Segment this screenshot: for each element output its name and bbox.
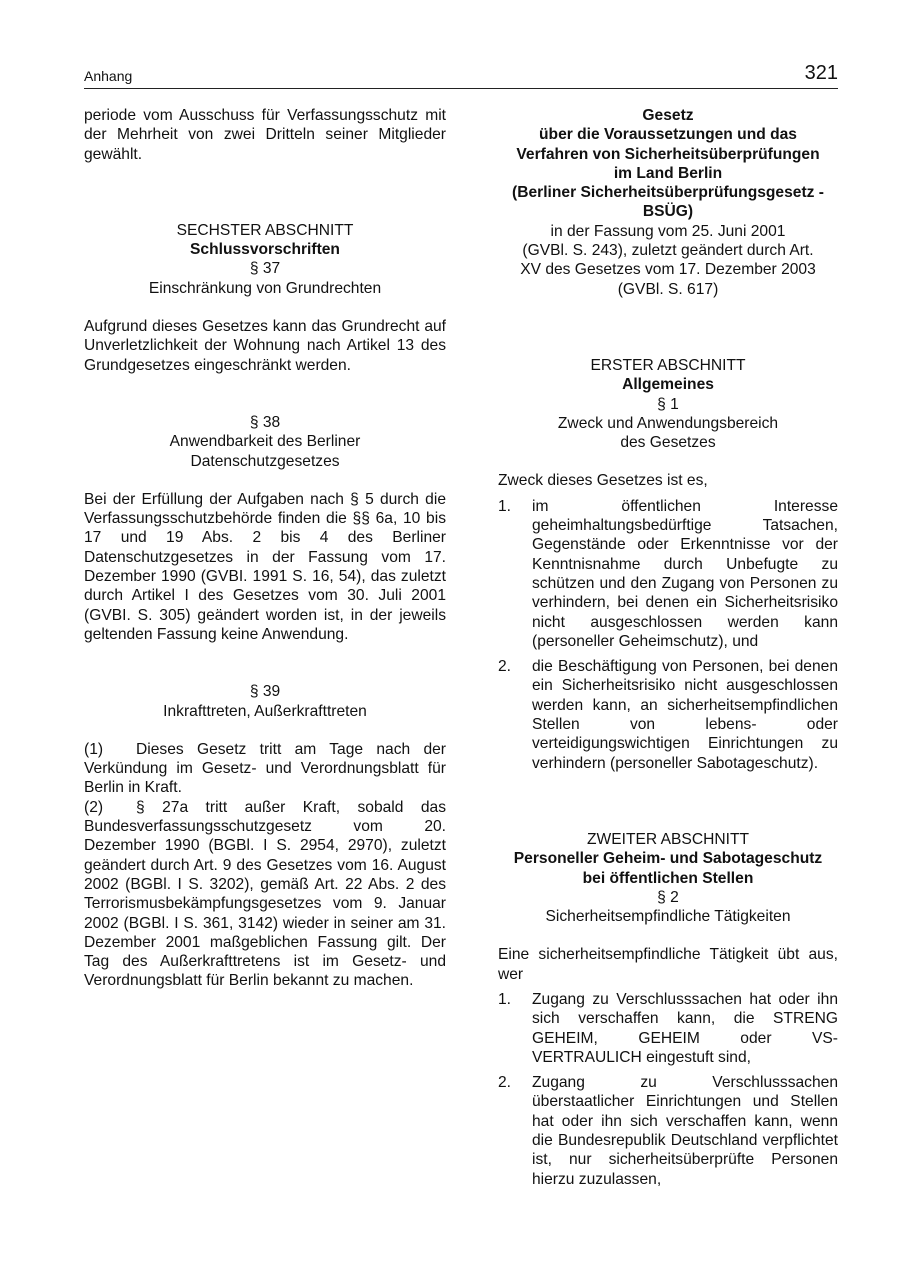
paragraph-number: § 38 xyxy=(249,413,281,431)
section-label: SECHSTER ABSCHNITT xyxy=(176,221,354,239)
paragraph-number: § 37 xyxy=(249,260,281,278)
law-version-line: in der Fassung vom 25. Juni 2001 xyxy=(550,222,786,240)
list-text: im öffentlichen Interesse geheimhaltungsbedürftige Tatsachen, Gegenstände oder Erkenntnisse vor der Kenntnisnahme durch Unbefugte zu schützen und den Zugang von Personen zu verhindern, bei denen ein Sicherheitsrisiko nicht ausgeschlossen werden kann (personeller Geheimschutz), und xyxy=(532,497,838,650)
paragraph-1-lead: Zweck dieses Gesetzes ist es, xyxy=(498,472,708,490)
paragraph-number: § 39 xyxy=(249,683,281,701)
running-head: Anhang xyxy=(84,68,133,84)
abs-number: (2) xyxy=(84,798,104,816)
intro-paragraph: periode vom Ausschuss für Verfassungsschutz mit der Mehrheit von zwei Dritteln seiner Mitglieder gewählt. xyxy=(84,107,446,163)
law-version-line: (GVBl. S. 617) xyxy=(617,280,719,298)
paragraph-39-abs-2 xyxy=(84,798,446,991)
abs-text: Dieses Gesetz tritt am Tage nach der Verkündung im Gesetz- und Verordnungsblatt für Berlin in Kraft. xyxy=(84,740,446,797)
list-item xyxy=(498,497,838,651)
section-1-heading xyxy=(498,356,838,452)
law-version-line: (GVBl. S. 243), zuletzt geändert durch Art. xyxy=(522,242,814,260)
law-title-line: im Land Berlin xyxy=(613,164,723,182)
list-item xyxy=(498,657,838,773)
paragraph-title: Sicherheitsempfindliche Tätigkeiten xyxy=(545,908,791,926)
list-item xyxy=(498,1073,838,1189)
law-title-block xyxy=(498,106,838,299)
page-header xyxy=(84,60,838,89)
paragraph-39-abs-1 xyxy=(84,740,446,798)
law-title-line: Verfahren von Sicherheitsüberprüfungen xyxy=(516,145,820,163)
law-title-line: BSÜG) xyxy=(642,203,694,221)
paragraph-number: § 1 xyxy=(657,395,679,413)
law-version-line: XV des Gesetzes vom 17. Dezember 2003 xyxy=(520,261,816,279)
paragraph-title: Zweck und Anwendungsbereich xyxy=(557,414,779,432)
section-title: Personeller Geheim- und Sabotageschutz xyxy=(513,850,823,868)
list-item xyxy=(498,990,838,1067)
paragraph-number: § 2 xyxy=(657,888,679,906)
abs-text: § 27a tritt außer Kraft, sobald das Bundesverfassungsschutzgesetz vom 20. Dezember 1990 (BGBl. I S. 2954, 2970), zuletzt geändert durch Art. 9 des Gesetzes vom 16. August 2002 (BGBl. I S. 3202), gemäß Art. 22 Abs. 2 des Terrorismusbekämpfungsgesetzes vom 9. Januar 2002 (BGBl. I S. 361, 3142) wieder in seiner am 31. Dezember 2001 maßgeblichen Fassung gilt. Der Tag des Außerkrafttretens ist im Gesetz- und Verordnungsblatt für Berlin bekannt zu machen. xyxy=(84,798,446,990)
paragraph-39-heading xyxy=(84,682,446,721)
paragraph-title: des Gesetzes xyxy=(620,434,716,452)
left-column xyxy=(84,106,446,991)
list-text: Zugang zu Verschlusssachen hat oder ihn sich verschaffen kann, die STRENG GEHEIM, GEHEIM oder VS-VERTRAULICH eingestuft sind, xyxy=(532,990,838,1066)
list-number: 1. xyxy=(498,990,512,1008)
section-label: ERSTER ABSCHNITT xyxy=(590,356,746,374)
paragraph-2-lead: Eine sicherheitsempfindliche Tätigkeit übt aus, wer xyxy=(498,946,838,983)
abs-number: (1) xyxy=(84,740,104,758)
list-text: die Beschäftigung von Personen, bei denen ein Sicherheitsrisiko nicht ausgeschlossen werden kann, an sicherheitsempfindlichen Stellen von lebens- oder verteidigungswichtigen Einrichtungen zu verhindern (personeller Sabotageschutz). xyxy=(532,658,838,772)
section-title: bei öffentlichen Stellen xyxy=(582,869,754,887)
paragraph-38-heading xyxy=(84,413,446,471)
list-number: 2. xyxy=(498,658,512,676)
page-number: 321 xyxy=(804,62,838,84)
paragraph-title: Datenschutzgesetzes xyxy=(190,452,340,470)
right-column xyxy=(498,106,838,1189)
law-title-line: Gesetz xyxy=(642,107,694,124)
section-6-heading xyxy=(84,221,446,298)
paragraph-38-text: Bei der Erfüllung der Aufgaben nach § 5 durch die Verfassungsschutzbehörde finden die §§ 6a, 10 bis 17 und 19 Abs. 2 bis 4 des Berliner Datenschutzgesetzes in der Fassung vom 17. Dezember 1990 (GVBI. 1991 S. 16, 54), das zuletzt durch Artikel I des Gesetzes vom 30. Juli 2001 (GVBI. S. 305) geändert worden ist, in der jeweils geltenden Fassung keine Anwendung. xyxy=(84,490,446,643)
law-title-line: über die Voraussetzungen und das xyxy=(539,126,797,144)
list-text: Zugang zu Verschlusssachen überstaatlicher Einrichtungen und Stellen hat oder ihn sich verschaffen kann, wenn die Bundesrepublik Deutschland verpflichtet ist, nur sicherheitsüberprüfte Personen hierzu zuzulassen, xyxy=(532,1074,838,1188)
section-title: Schlussvorschriften xyxy=(190,241,340,259)
paragraph-37-text: Aufgrund dieses Gesetzes kann das Grundrecht auf Unverletzlichkeit der Wohnung nach Artikel 13 des Grundgesetzes eingeschränkt werden. xyxy=(84,318,446,374)
list-number: 1. xyxy=(498,497,512,515)
section-label: ZWEITER ABSCHNITT xyxy=(586,830,749,848)
section-2-heading xyxy=(498,830,838,926)
law-title-line: (Berliner Sicherheitsüberprüfungsgesetz - xyxy=(512,184,824,202)
paragraph-title: Einschränkung von Grundrechten xyxy=(148,279,382,297)
paragraph-title: Inkrafttreten, Außerkrafttreten xyxy=(163,702,367,720)
paragraph-title: Anwendbarkeit des Berliner xyxy=(169,433,361,451)
section-title: Allgemeines xyxy=(622,376,714,394)
list-number: 2. xyxy=(498,1074,512,1092)
